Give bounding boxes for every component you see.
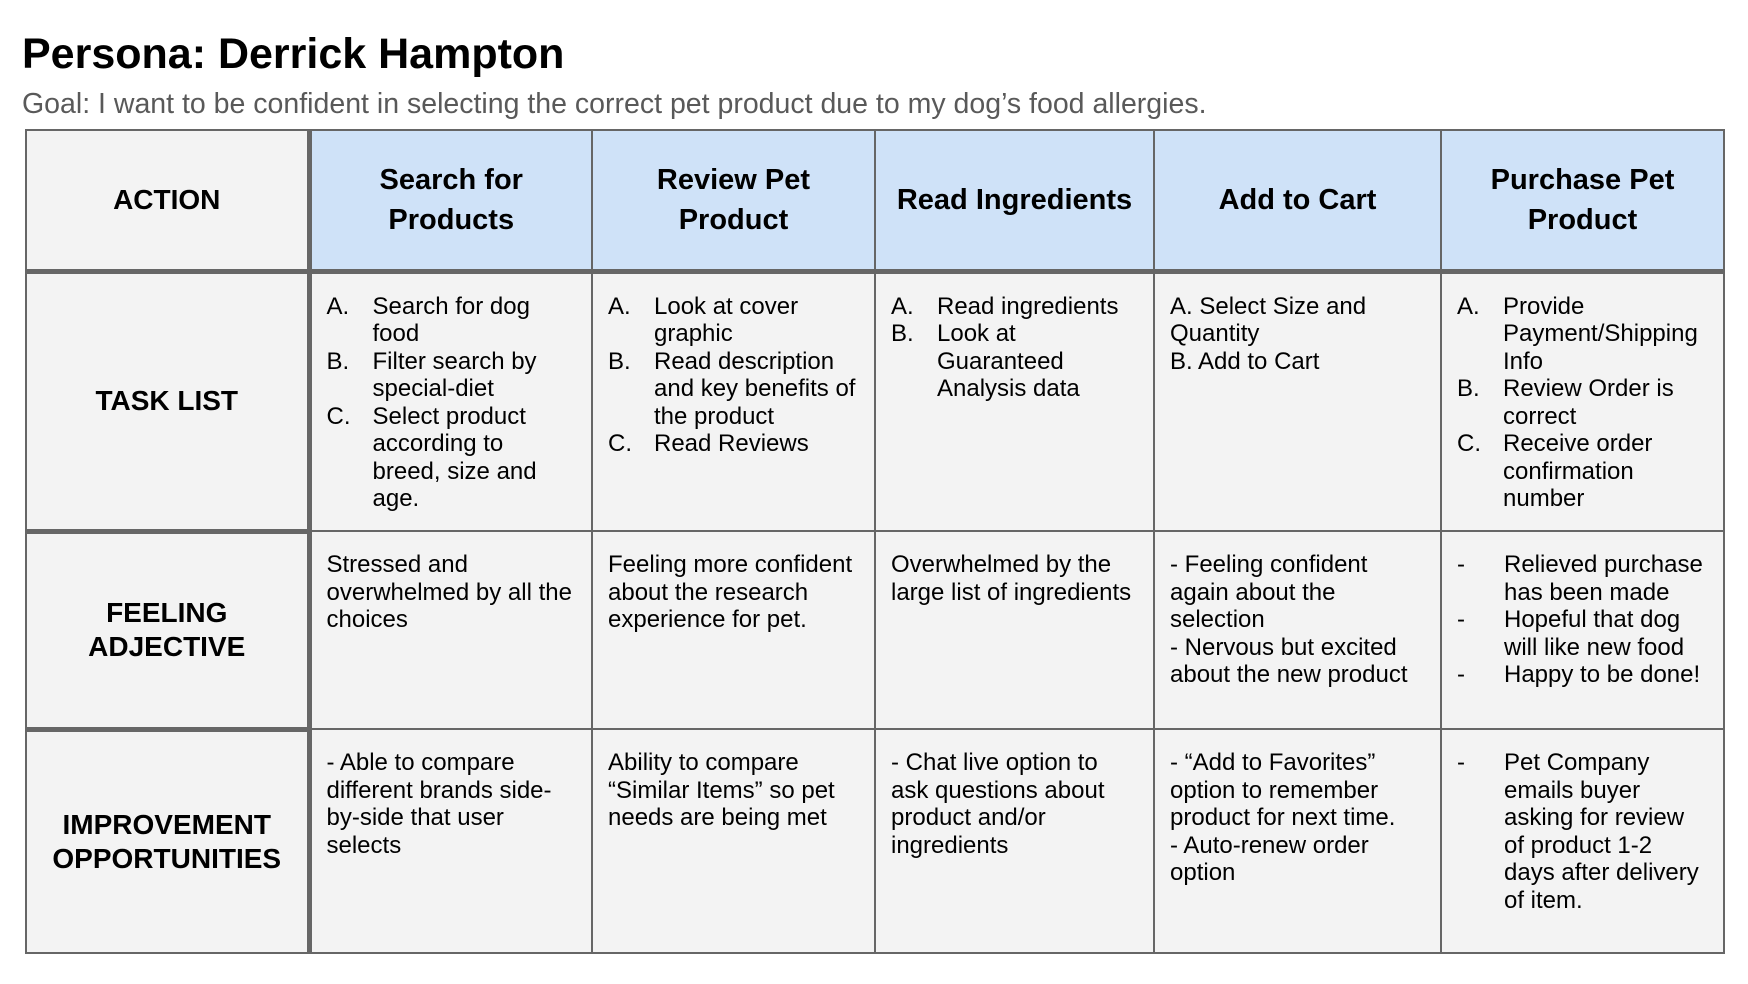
task-list-row-label: TASK LIST [26, 271, 309, 531]
feeling-purchase-cell [1441, 531, 1724, 729]
list-item: B. Filter search by special-diet [326, 347, 537, 402]
improvement-cart-item: - “Add to Favorites” option to remember product for next time. [1170, 749, 1396, 831]
list-item: B. Review Order is correct [1457, 375, 1674, 430]
persona-goal: Goal: I want to be confident in selecting the correct pet product due to my dog’s food allergies. [22, 88, 1207, 120]
list-item: A. Look at cover graphic [608, 292, 799, 347]
task-list-purchase [1457, 293, 1709, 513]
task-list-ingredients-cell [875, 271, 1154, 531]
improvement-row-label: IMPROVEMENT OPPORTUNITIES [26, 729, 309, 953]
action-header-row [26, 130, 1724, 271]
list-item: C. Select product according to breed, size and age. [326, 402, 537, 512]
task-list-search [327, 293, 578, 513]
page-title: Persona: Derrick Hampton [22, 30, 565, 78]
improvement-row [26, 729, 1724, 953]
task-list-purchase-cell [1441, 271, 1724, 531]
list-item: C. Receive order confirmation number [1457, 430, 1653, 512]
improvement-cart-item: - Auto-renew order option [1170, 831, 1369, 886]
improvement-ingredients-cell: - Chat live option to ask questions about product and/or ingredients [875, 729, 1154, 953]
task-list-ingredients [891, 293, 1139, 403]
task-list-cart-item: B. Add to Cart [1170, 347, 1320, 375]
list-item: - Pet Company emails buyer asking for review of product 1-2 days after delivery of item. [1457, 749, 1699, 914]
feeling-row-label: FEELING ADJECTIVE [26, 531, 309, 729]
task-list-cart-cell [1154, 271, 1441, 531]
improvement-purchase [1457, 749, 1709, 914]
stage-purchase-pet-product: Purchase Pet Product [1441, 130, 1724, 271]
list-item: - Hopeful that dog will like new food [1457, 606, 1685, 661]
task-list-review-cell [592, 271, 875, 531]
task-list-row [26, 271, 1724, 531]
task-list-cart-item: A. Select Size and Quantity [1170, 292, 1367, 347]
feeling-cart-cell [1154, 531, 1441, 729]
list-item: - Relieved purchase has been made [1457, 551, 1703, 606]
stage-read-ingredients: Read Ingredients [875, 130, 1154, 271]
stage-add-to-cart: Add to Cart [1154, 130, 1441, 271]
list-item: B. Look at Guaranteed Analysis data [891, 320, 1080, 402]
stage-search-for-products: Search for Products [309, 130, 592, 271]
feeling-ingredients-cell: Overwhelmed by the large list of ingredients [875, 531, 1154, 729]
action-row-label: ACTION [26, 130, 309, 271]
list-item: A. Read ingredients [891, 292, 1119, 320]
improvement-search-cell: - Able to compare different brands side-by-side that user selects [309, 729, 592, 953]
list-item: A. Search for dog food [326, 292, 530, 347]
feeling-row [26, 531, 1724, 729]
feeling-search-cell: Stressed and overwhelmed by all the choices [309, 531, 592, 729]
feeling-review-cell: Feeling more confident about the research experience for pet. [592, 531, 875, 729]
list-item: A. Provide Payment/Shipping Info [1457, 292, 1698, 375]
stage-review-pet-product: Review Pet Product [592, 130, 875, 271]
feeling-cart-item: - Feeling confident again about the selection [1170, 551, 1368, 633]
improvement-review-cell: Ability to compare “Similar Items” so pet needs are being met [592, 729, 875, 953]
list-item: C. Read Reviews [608, 430, 809, 457]
improvement-purchase-cell [1441, 729, 1724, 953]
task-list-search-cell [309, 271, 592, 531]
improvement-cart-cell [1154, 729, 1441, 953]
task-list-review [608, 293, 860, 458]
list-item: B. Read description and key benefits of the product [608, 347, 856, 430]
feeling-purchase [1457, 551, 1709, 689]
list-item: - Happy to be done! [1457, 661, 1701, 688]
feeling-cart-item: - Nervous but excited about the new product [1170, 633, 1408, 688]
journey-map-table [25, 129, 1725, 954]
